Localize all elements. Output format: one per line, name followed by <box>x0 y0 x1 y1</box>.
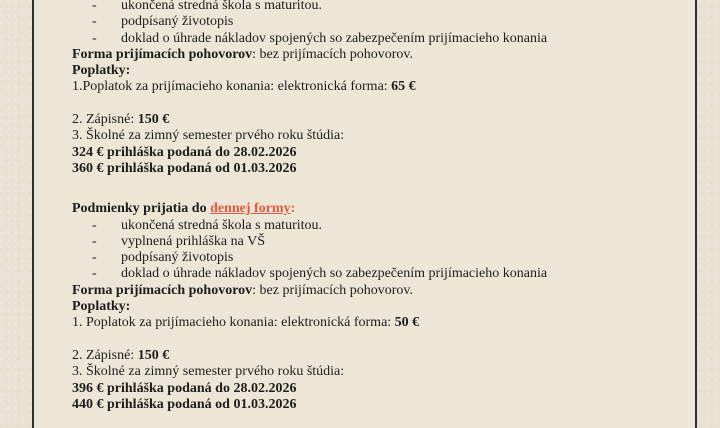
dash-bullet: - <box>92 217 97 233</box>
dash-bullet: - <box>92 30 97 46</box>
fee-application: 1.Poplatok za prijímacieho konania: elektronická forma: 65 € <box>72 79 416 95</box>
daily-form-link: dennej formy <box>210 201 291 217</box>
requirement-item: - podpísaný životopis <box>92 14 234 30</box>
fee-application: 1. Poplatok za prijímacieho konania: elektronická forma: 50 € <box>72 315 420 331</box>
interview-form: Forma prijímacích pohovorov: bez prijímacích pohovorov. <box>72 46 413 62</box>
requirement-item: - ukončená stredná škola s maturitou. <box>92 217 323 233</box>
fees-heading: Poplatky: <box>72 63 131 79</box>
dash-bullet: - <box>92 233 97 249</box>
requirement-item: - ukončená stredná škola s maturitou. <box>92 0 323 13</box>
requirement-item: - podpísaný životopis <box>92 250 234 266</box>
requirement-item: - doklad o úhrade nákladov spojených so zabezpečením prijímacieho konania <box>92 266 548 282</box>
fee-enrollment: 2. Zápisné: 150 € <box>72 347 170 363</box>
dash-bullet: - <box>92 266 97 282</box>
dash-bullet: - <box>92 0 97 13</box>
tuition-option: 324 € prihláška podaná do 28.02.2026 <box>72 144 297 160</box>
tuition-option: 360 € prihláška podaná od 01.03.2026 <box>72 160 297 176</box>
interview-form: Forma prijímacích pohovorov: bez prijímacích pohovorov. <box>72 282 413 298</box>
section-heading-daily-form: Podmienky prijatia do dennej formy: <box>72 201 296 217</box>
tuition-option: 440 € prihláška podaná od 01.03.2026 <box>72 396 297 412</box>
fee-tuition: 3. Školné za zimný semester prvého roku štúdia: <box>72 128 345 144</box>
dash-bullet: - <box>92 250 97 266</box>
tuition-option: 396 € prihláška podaná do 28.02.2026 <box>72 380 297 396</box>
requirement-item: - vyplnená prihláška na VŠ <box>92 233 265 249</box>
document-content <box>72 0 672 413</box>
dash-bullet: - <box>92 14 97 30</box>
requirement-item: - doklad o úhrade nákladov spojených so zabezpečením prijímacieho konania <box>92 30 548 46</box>
fee-enrollment: 2. Zápisné: 150 € <box>72 112 170 128</box>
fee-tuition: 3. Školné za zimný semester prvého roku štúdia: <box>72 364 345 380</box>
fees-heading: Poplatky: <box>72 299 131 315</box>
